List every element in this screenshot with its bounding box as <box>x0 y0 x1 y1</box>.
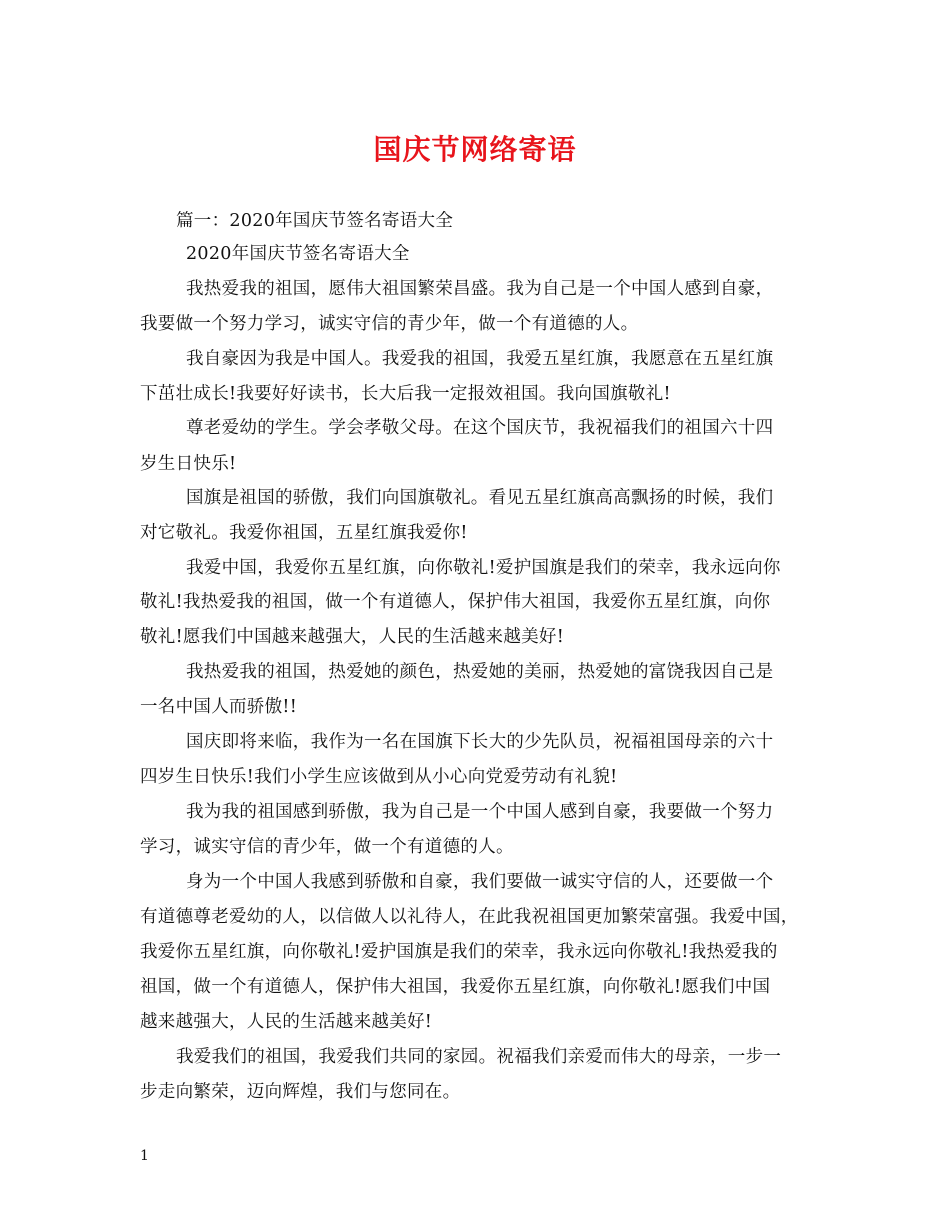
paragraph-line: 我爱我们的祖国，我爱我们共同的家园。祝福我们亲爱而伟大的母亲，一步一 <box>176 1047 782 1067</box>
paragraph-line: 下茁壮成长!我要好好读书，长大后我一定报效祖国。我向国旗敬礼! <box>140 384 671 404</box>
paragraph-line: 对它敬礼。我爱你祖国，五星红旗我爱你! <box>140 523 468 543</box>
subheading: 2020年国庆节签名寄语大全 <box>186 244 410 264</box>
paragraph-line: 四岁生日快乐!我们小学生应该做到从小心向党爱劳动有礼貌! <box>140 767 618 787</box>
paragraph-line: 学习，诚实守信的青少年，做一个有道德的人。 <box>140 837 514 857</box>
paragraph-line: 我自豪因为我是中国人。我爱我的祖国，我爱五星红旗，我愿意在五星红旗 <box>186 349 774 369</box>
paragraph-line: 我为我的祖国感到骄傲，我为自己是一个中国人感到自豪，我要做一个努力 <box>186 802 774 822</box>
paragraph-line: 国旗是祖国的骄傲，我们向国旗敬礼。看见五星红旗高高飘扬的时候，我们 <box>186 488 774 508</box>
paragraph-line: 我热爱我的祖国，愿伟大祖国繁荣昌盛。我为自己是一个中国人感到自豪， <box>186 279 774 299</box>
paragraph-line: 祖国，做一个有道德人，保护伟大祖国，我爱你五星红旗，向你敬礼!愿我们中国 <box>140 977 771 997</box>
paragraph-line: 身为一个中国人我感到骄傲和自豪，我们要做一诚实守信的人，还要做一个 <box>186 872 774 892</box>
paragraph-line: 敬礼!我热爱我的祖国，做一个有道德人，保护伟大祖国，我爱你五星红旗，向你 <box>140 592 771 612</box>
paragraph-line: 一名中国人而骄傲!! <box>140 697 298 717</box>
document-title: 国庆节网络寄语 <box>373 133 577 166</box>
paragraph-line: 我爱你五星红旗，向你敬礼!爱护国旗是我们的荣幸，我永远向你敬礼!我热爱我的 <box>140 942 778 962</box>
paragraph-line: 尊老爱幼的学生。学会孝敬父母。在这个国庆节，我祝福我们的祖国六十四 <box>186 418 774 438</box>
paragraph-line: 岁生日快乐! <box>140 454 237 474</box>
paragraph-line: 我热爱我的祖国，热爱她的颜色，热爱她的美丽，热爱她的富饶我因自己是 <box>186 662 774 682</box>
paragraph-line: 国庆即将来临，我作为一名在国旗下长大的少先队员，祝福祖国母亲的六十 <box>186 732 774 752</box>
paragraph-line: 我要做一个努力学习，诚实守信的青少年，做一个有道德的人。 <box>140 314 639 334</box>
section-heading: 篇一：2020年国庆节签名寄语大全 <box>176 211 454 231</box>
paragraph-line: 步走向繁荣，迈向辉煌，我们与您同在。 <box>140 1082 461 1102</box>
paragraph-line: 越来越强大，人民的生活越来越美好! <box>140 1012 433 1032</box>
paragraph-line: 敬礼!愿我们中国越来越强大，人民的生活越来越美好! <box>140 627 565 647</box>
paragraph-line: 有道德尊老爱幼的人，以信做人以礼待人，在此我祝祖国更加繁荣富强。我爱中国， <box>140 907 799 927</box>
paragraph-line: 我爱中国，我爱你五星红旗，向你敬礼!爱护国旗是我们的荣幸，我永远向你 <box>186 558 781 578</box>
page-number: 1 <box>140 1148 149 1164</box>
